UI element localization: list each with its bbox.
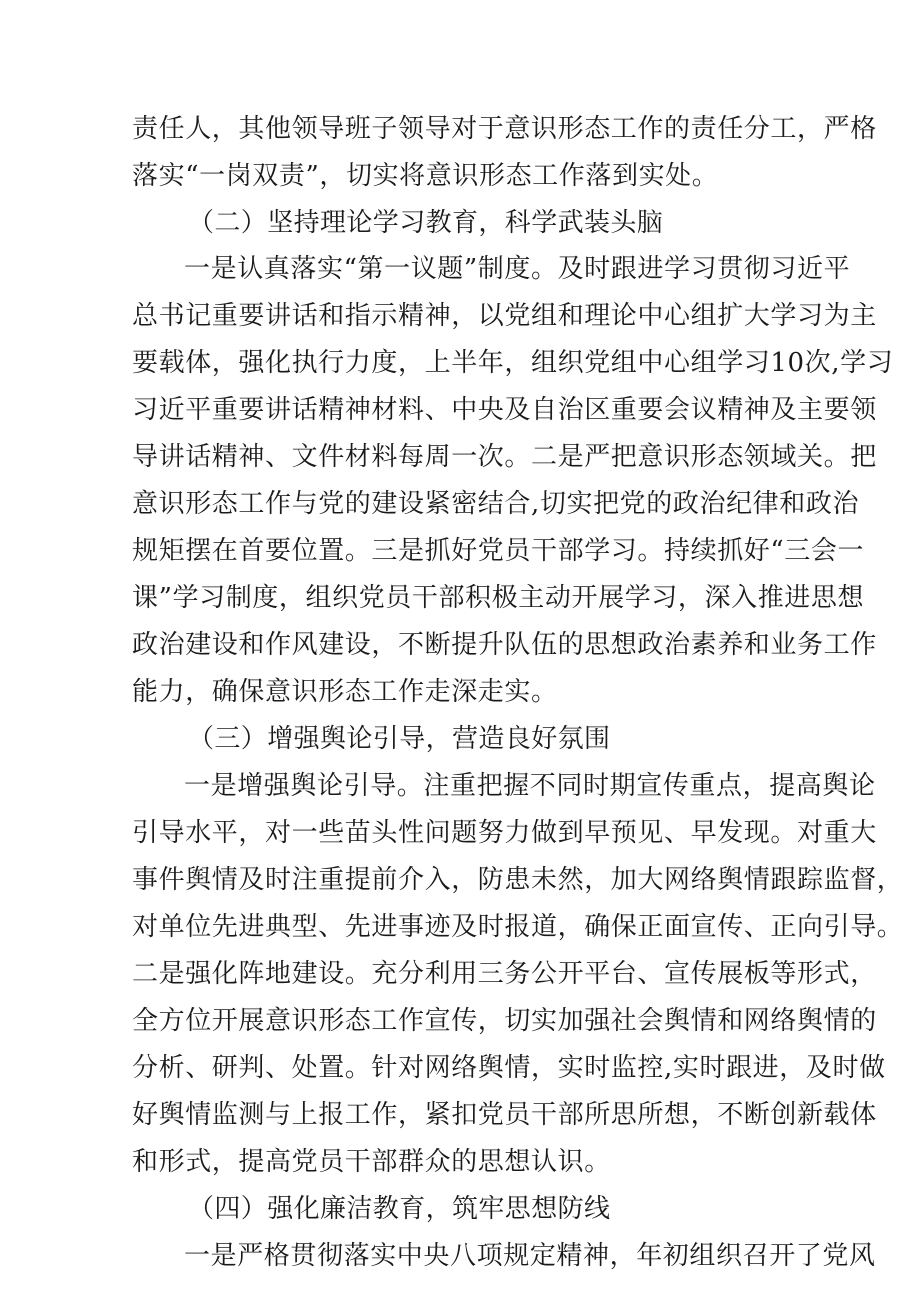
body-text-line: 落实“一岗双责”，切实将意识形态工作落到实处。 bbox=[132, 161, 719, 191]
body-text-line: 政治建设和作风建设，不断提升队伍的思想政治素养和业务工作 bbox=[132, 630, 877, 660]
body-text-line: 责任人，其他领导班子领导对于意识形态工作的责任分工，严格 bbox=[132, 114, 877, 144]
body-text-line: 对单位先进典型、先进事迹及时报道，确保正面宣传、正向引导。 bbox=[132, 912, 904, 942]
body-text-line: 和形式，提高党员干部群众的思想认识。 bbox=[132, 1147, 611, 1177]
section-heading: （三）增强舆论引导，营造良好氛围 bbox=[188, 724, 611, 754]
body-text-line: 习近平重要讲话精神材料、中央及自治区重要会议精神及主要领 bbox=[132, 395, 877, 425]
body-text-line: 总书记重要讲话和指示精神，以党组和理论中心组扩大学习为主 bbox=[132, 301, 877, 331]
section-heading: （四）强化廉洁教育，筑牢思想防线 bbox=[188, 1194, 611, 1224]
body-text-line: 事件舆情及时注重提前介入，防患未然，加大网络舆情跟踪监督， bbox=[132, 865, 904, 895]
body-text-line: 能力，确保意识形态工作走深走实。 bbox=[132, 677, 558, 707]
body-text-line: 全方位开展意识形态工作宣传，切实加强社会舆情和网络舆情的 bbox=[132, 1006, 877, 1036]
body-text-line: 二是强化阵地建设。充分利用三务公开平台、宣传展板等形式， bbox=[132, 959, 877, 989]
body-text-line: 意识形态工作与党的建设紧密结合,切实把党的政治纪律和政治 bbox=[132, 489, 860, 519]
body-text-line: 引导水平，对一些苗头性问题努力做到早预见、早发现。对重大 bbox=[132, 818, 877, 848]
body-text-line: 一是认真落实“第一议题”制度。及时跟进学习贯彻习近平 bbox=[184, 254, 851, 284]
body-text-line: 要载体，强化执行力度，上半年，组织党组中心组学习10次,学习 bbox=[132, 348, 894, 378]
body-text-line: 分析、研判、处置。针对网络舆情，实时监控,实时跟进，及时做 bbox=[132, 1053, 886, 1083]
body-text-line: 一是增强舆论引导。注重把握不同时期宣传重点，提高舆论 bbox=[184, 771, 876, 801]
section-heading: （二）坚持理论学习教育，科学武装头脑 bbox=[188, 208, 664, 238]
body-text-line: 导讲话精神、文件材料每周一次。二是严把意识形态领域关。把 bbox=[132, 442, 877, 472]
body-text-line: 一是严格贯彻落实中央八项规定精神，年初组织召开了党风 bbox=[184, 1241, 876, 1271]
body-text-line: 好舆情监测与上报工作，紧扣党员干部所思所想，不断创新载体 bbox=[132, 1100, 877, 1130]
body-text-line: 课”学习制度，组织党员干部积极主动开展学习，深入推进思想 bbox=[132, 583, 865, 613]
body-text-line: 规矩摆在首要位置。三是抓好党员干部学习。持续抓好“三会一 bbox=[132, 536, 865, 566]
